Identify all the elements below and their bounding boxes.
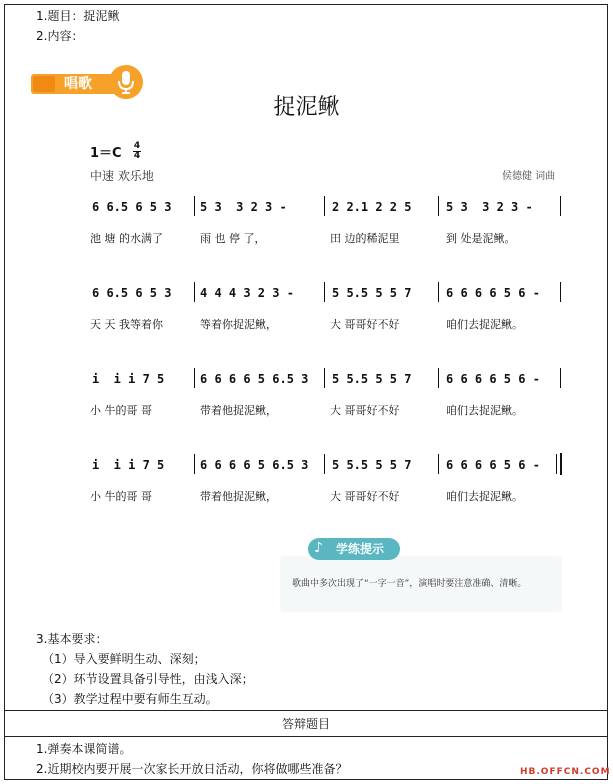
tempo-marking: 中速 欢乐地	[90, 169, 154, 183]
lyrics-line-1-m2: 雨 也 停 了，	[200, 232, 266, 245]
requirements-heading: 3.基本要求：	[36, 632, 108, 646]
qa-item-1: 1.弹奏本课简谱。	[36, 742, 132, 756]
barline	[324, 454, 325, 474]
barline	[324, 368, 325, 388]
notes-line-2-m2: 4 4 4 3 2 3 -	[200, 286, 294, 300]
table-divider	[4, 710, 608, 711]
notes-line-2-m1: 6 6.5 6 5 3	[92, 286, 172, 300]
sing-label: 唱歌	[64, 76, 92, 92]
song-title: 捉泥鳅	[273, 95, 340, 120]
topic-line: 1.题目：捉泥鳅	[36, 9, 120, 23]
time-signature	[132, 142, 142, 161]
notes-line-2-m4: 6 6 6 6 5 6 -	[446, 286, 540, 300]
barline	[194, 368, 195, 388]
notes-line-4-m2: 6 6 6 6 5 6.5 3	[200, 458, 309, 472]
site-watermark: HB.OFFCN.COM	[520, 767, 611, 777]
time-signature-top: 4	[133, 141, 141, 151]
requirement-item-3: （3）教学过程中要有师生互动。	[42, 692, 218, 706]
notes-line-4-m3: 5 5.5 5 5 7	[332, 458, 412, 472]
notes-line-4-m4: 6 6 6 6 5 6 -	[446, 458, 540, 472]
barline	[560, 368, 561, 388]
lyrics-line-2-m4: 咱们去捉泥鳅。	[446, 318, 523, 331]
barline	[560, 282, 561, 302]
barline	[194, 196, 195, 216]
final-barline-thin	[556, 454, 557, 474]
notes-line-3-m4: 6 6 6 6 5 6 -	[446, 372, 540, 386]
notes-line-2-m3: 5 5.5 5 5 7	[332, 286, 412, 300]
notes-line-3-m3: 5 5.5 5 5 7	[332, 372, 412, 386]
notes-line-4-m1: i i i 7 5	[92, 458, 165, 472]
requirement-item-2: （2）环节设置具备引导性，由浅入深；	[42, 672, 254, 686]
barline	[324, 282, 325, 302]
lyrics-line-2-m2: 等着你捉泥鳅，	[200, 318, 277, 331]
music-note-icon: ♪	[314, 540, 323, 556]
barline	[438, 196, 439, 216]
lyrics-line-3-m3: 大 哥哥好不好	[330, 404, 400, 417]
lyrics-line-1-m4: 到 处是泥鳅。	[446, 232, 516, 245]
practice-tip-text: 歌曲中多次出现了“一字一音”，演唱时要注意准确、清晰。	[292, 579, 527, 589]
final-barline-thick	[560, 453, 562, 475]
notes-line-3-m1: i i i 7 5	[92, 372, 165, 386]
notes-line-1-m3: 2 2.1 2 2 5	[332, 200, 412, 214]
lyrics-line-1-m3: 田 边的稀泥里	[330, 232, 400, 245]
lyrics-line-4-m3: 大 哥哥好不好	[330, 490, 400, 503]
key-signature: 1＝C	[90, 146, 122, 161]
barline	[324, 196, 325, 216]
barline	[438, 282, 439, 302]
lyrics-line-2-m1: 天 天 我等着你	[90, 318, 163, 331]
lyrics-line-3-m1: 小 牛的哥 哥	[90, 404, 152, 417]
content-line: 2.内容：	[36, 29, 84, 43]
lyrics-line-4-m1: 小 牛的哥 哥	[90, 490, 152, 503]
composer-credit: 侯德健 词曲	[502, 171, 556, 182]
lyrics-line-4-m4: 咱们去捉泥鳅。	[446, 490, 523, 503]
barline	[194, 454, 195, 474]
lyrics-line-3-m2: 带着他捉泥鳅，	[200, 404, 277, 417]
lyrics-line-2-m3: 大 哥哥好不好	[330, 318, 400, 331]
requirement-item-1: （1）导入要鲜明生动、深刻；	[42, 652, 206, 666]
notes-line-1-m4: 5 3 3 2 3 -	[446, 200, 533, 214]
lyrics-line-1-m1: 池 塘 的水满了	[90, 232, 163, 245]
notes-line-1-m2: 5 3 3 2 3 -	[200, 200, 287, 214]
notes-line-3-m2: 6 6 6 6 5 6.5 3	[200, 372, 309, 386]
barline	[560, 196, 561, 216]
practice-tip-label: 学练提示	[336, 542, 385, 556]
barline	[438, 368, 439, 388]
notes-line-1-m1: 6 6.5 6 5 3	[92, 200, 172, 214]
qa-heading: 答辩题目	[281, 717, 330, 731]
qa-item-2: 2.近期校内要开展一次家长开放日活动，你将做哪些准备？	[36, 762, 348, 776]
barline	[194, 282, 195, 302]
lyrics-line-3-m4: 咱们去捉泥鳅。	[446, 404, 523, 417]
time-signature-bottom: 4	[133, 151, 141, 161]
barline	[438, 454, 439, 474]
lyrics-line-4-m2: 带着他捉泥鳅，	[200, 490, 277, 503]
table-divider	[4, 736, 608, 737]
